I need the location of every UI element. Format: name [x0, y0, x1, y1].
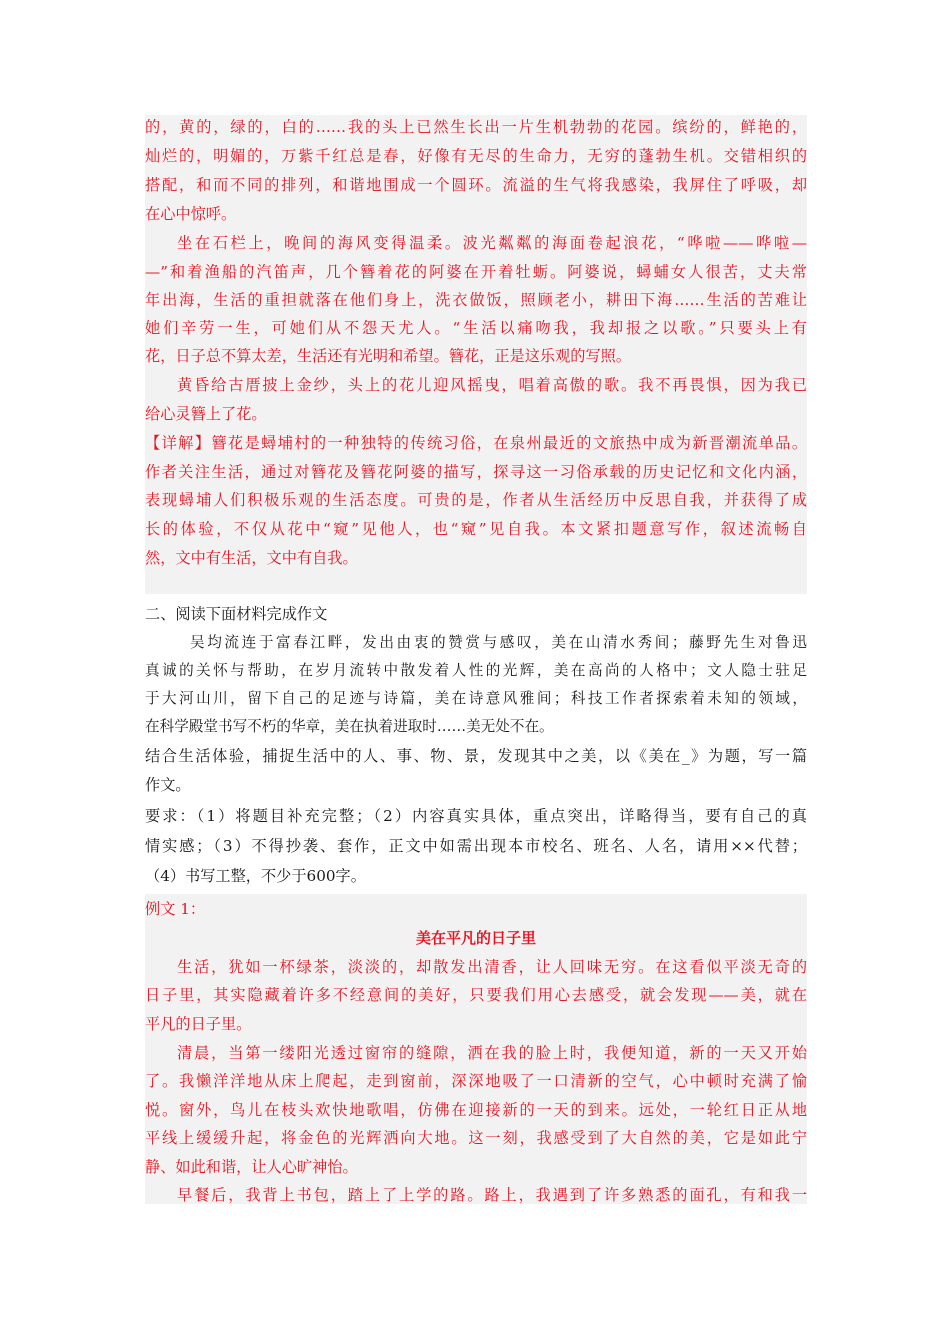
essay-line: 黄昏给古厝披上金纱，头上的花儿迎风摇曳，唱着高傲的歌。我不再畏惧，因为我已 — [177, 376, 807, 394]
essay-line: 灿烂的，明媚的，万紫千红总是春，好像有无尽的生命力，无穷的蓬勃生机。交错相织的 — [145, 147, 807, 165]
detail-line: 然，文中有生活，文中有自我。 — [145, 549, 358, 567]
example-title: 美在平凡的日子里 — [415, 929, 536, 947]
essay-line: —”和着渔船的汽笛声，几个簪着花的阿婆在开着牡蛎。阿婆说，蟳蜅女人很苦，丈夫常 — [145, 263, 807, 281]
essay-line: 年出海，生活的重担就落在他们身上，洗衣做饭，照顾老小，耕田下海……生活的苦难让 — [145, 291, 807, 309]
material-line: 在科学殿堂书写不朽的华章，美在执着进取时……美无处不在。 — [145, 718, 554, 735]
task-line: 作文。 — [145, 776, 191, 794]
example-line: 平线上缓缓升起，将金色的光辉洒向大地。这一刻，我感受到了大自然的美，它是如此宁 — [145, 1129, 807, 1147]
detail-line: 【详解】簪花是蟳埔村的一种独特的传统习俗，在泉州最近的文旅热中成为新晋潮流单品。 — [145, 434, 807, 452]
detail-line: 作者关注生活，通过对簪花及簪花阿婆的描写，探寻这一习俗承载的历史记忆和文化内涵， — [145, 463, 807, 481]
essay-line: 花，日子总不算太差，生活还有光明和希望。簪花，正是这乐观的写照。 — [145, 347, 631, 365]
example-line: 日子里，其实隐藏着许多不经意间的美好，只要我们用心去感受，就会发现——美，就在 — [145, 986, 807, 1004]
example-line: 清晨，当第一缕阳光透过窗帘的缝隙，洒在我的脸上时，我便知道，新的一天又开始 — [177, 1044, 807, 1062]
example-line: 平凡的日子里。 — [145, 1015, 252, 1033]
task-line: 结合生活体验，捕捉生活中的人、事、物、景，发现其中之美，以《美在_》为题，写一篇 — [145, 747, 807, 765]
task-line: （4）书写工整，不少于600字。 — [145, 867, 366, 885]
example-line: 悦。窗外，鸟儿在枝头欢快地歌唱，仿佛在迎接新的一天的到来。远处，一轮红日正从地 — [145, 1101, 807, 1119]
essay-line: 坐在石栏上，晚间的海风变得温柔。波光粼粼的海面卷起浪花，“哗啦——哗啦— — [177, 234, 807, 252]
task-line: 情实感；（3）不得抄袭、套作，正文中如需出现本市校名、班名、人名，请用××代替； — [145, 837, 807, 855]
section-heading: 二、阅读下面材料完成作文 — [145, 605, 328, 623]
material-line: 吴均流连于富春江畔，发出由衷的赞赏与感叹，美在山清水秀间；藤野先生对鲁迅 — [190, 634, 807, 651]
example-line: 静、如此和谐，让人心旷神怡。 — [145, 1158, 358, 1176]
task-line: 要求：（1）将题目补充完整；（2）内容真实具体，重点突出，详略得当，要有自己的真 — [145, 807, 807, 825]
detail-line: 表现蟳埔人们积极乐观的生活态度。可贵的是，作者从生活经历中反思自我，并获得了成 — [145, 491, 807, 509]
essay-line: 的，黄的，绿的，白的……我的头上已然生长出一片生机勃勃的花园。缤纷的，鲜艳的， — [145, 118, 807, 136]
material-line: 真诚的关怀与帮助，在岁月流转中散发着人性的光辉，美在高尚的人格中；文人隐士驻足 — [145, 662, 807, 679]
example-line: 早餐后，我背上书包，踏上了上学的路。路上，我遇到了许多熟悉的面孔，有和我一 — [177, 1186, 807, 1204]
essay-line: 她们辛劳一生，可她们从不怨天尤人。“生活以痛吻我，我却报之以歌。”只要头上有 — [145, 319, 807, 337]
essay-line: 给心灵簪上了花。 — [145, 405, 267, 423]
material-line: 于大河山川，留下自己的足迹与诗篇，美在诗意风雅间；科技工作者探索着未知的领域， — [145, 690, 807, 707]
detail-line: 长的体验，不仅从花中“窥”见他人，也“窥”见自我。本文紧扣题意写作，叙述流畅自 — [145, 520, 807, 538]
example-line: 生活，犹如一杯绿茶，淡淡的，却散发出清香，让人回味无穷。在这看似平淡无奇的 — [177, 958, 807, 976]
essay-line: 在心中惊呼。 — [145, 205, 237, 223]
example-line: 了。我懒洋洋地从床上爬起，走到窗前，深深地吸了一口清新的空气，心中顿时充满了愉 — [145, 1072, 807, 1090]
essay-line: 搭配，和而不同的排列，和谐地围成一个圆环。流溢的生气将我感染，我屏住了呼吸，却 — [145, 176, 807, 194]
example-label: 例文 1： — [145, 900, 206, 918]
